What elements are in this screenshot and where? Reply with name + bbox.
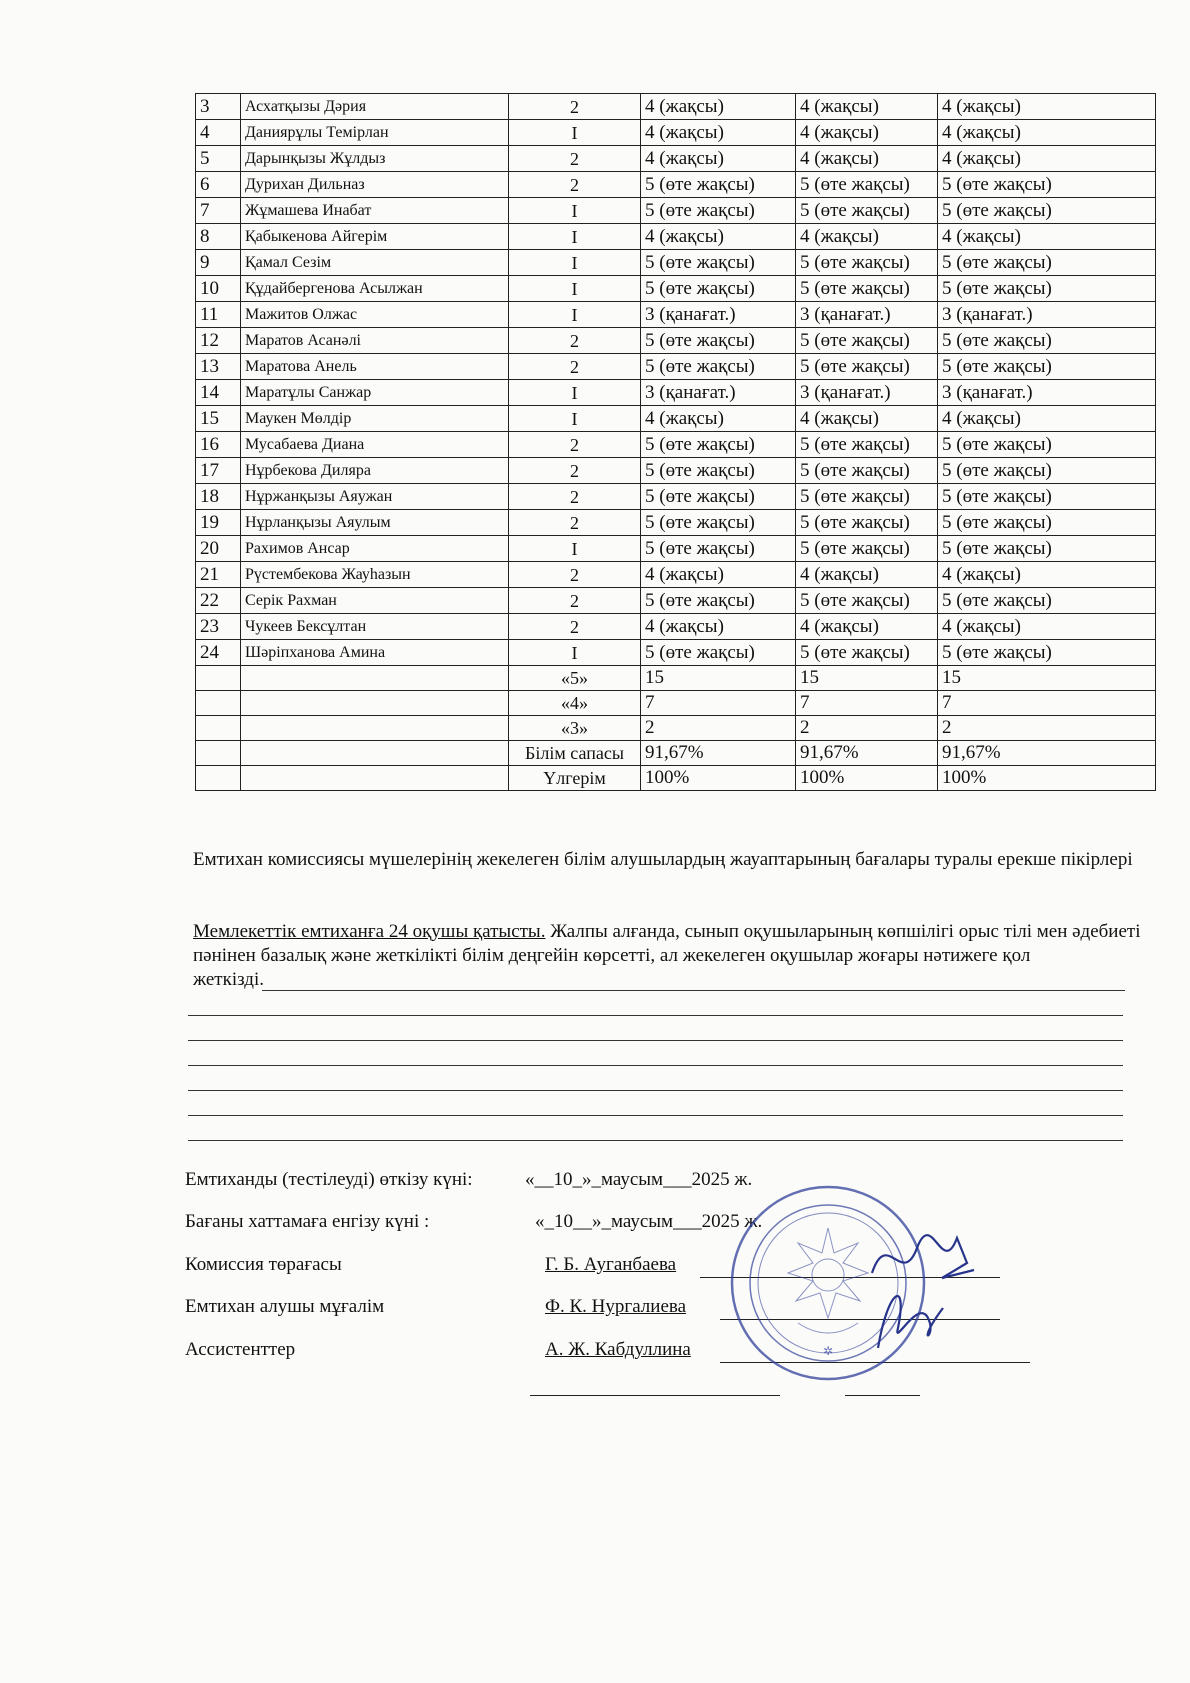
student-name: Рүстембекова Жауһазын [241,562,509,588]
table-row [196,354,1156,380]
comment-line [188,1040,1123,1041]
assistants-label: Ассистенттер [185,1339,296,1360]
grade-2: 4 (жақсы) [796,614,938,640]
student-name: Қамал Сезім [241,250,509,276]
grade-1: 4 (жақсы) [641,562,796,588]
grades-table [195,93,1156,791]
table-row [196,94,1156,120]
student-number: 9 [196,250,241,276]
chair-label: Комиссия төрағасы [185,1254,342,1275]
language-group: 2 [509,588,641,614]
grade-3: 5 (өте жақсы) [938,484,1156,510]
student-name: Нұржанқызы Аяужан [241,484,509,510]
student-name: Дарынқызы Жұлдыз [241,146,509,172]
table-row [196,536,1156,562]
exam-date-label: Емтиханды (тестілеуді) өткізу күні: [185,1169,473,1190]
empty-cell [241,691,509,716]
student-number: 5 [196,146,241,172]
student-name: Серік Рахман [241,588,509,614]
student-name: Мажитов Олжас [241,302,509,328]
student-number: 16 [196,432,241,458]
grade-1: 5 (өте жақсы) [641,354,796,380]
comments-heading: Емтихан комиссиясы мүшелерінің жекелеген білім алушылардың жауаптарының бағалары туралы ерекше пікірлері [193,849,1133,870]
language-group: 2 [509,94,641,120]
language-group: I [509,250,641,276]
summary-row [196,691,1156,716]
summary-row [196,741,1156,766]
student-name: Маратова Анель [241,354,509,380]
empty-cell [196,741,241,766]
comment-line [188,1140,1123,1141]
summary-value-2: 15 [796,666,938,691]
summary-value-3: 2 [938,716,1156,741]
student-number: 10 [196,276,241,302]
grade-1: 5 (өте жақсы) [641,198,796,224]
grade-3: 5 (өте жақсы) [938,588,1156,614]
summary-label: Білім сапасы [509,741,641,766]
summary-value-1: 15 [641,666,796,691]
summary-value-2: 100% [796,766,938,791]
table-row [196,614,1156,640]
language-group: I [509,120,641,146]
grade-3: 5 (өте жақсы) [938,432,1156,458]
grade-1: 5 (өте жақсы) [641,588,796,614]
table-row [196,484,1156,510]
table-row [196,510,1156,536]
grade-2: 5 (өте жақсы) [796,354,938,380]
student-number: 12 [196,328,241,354]
grade-2: 5 (өте жақсы) [796,510,938,536]
student-name: Нұрланқызы Аяулым [241,510,509,536]
table-row [196,198,1156,224]
exam-date-value: «__10_»_маусым___2025 ж. [525,1169,753,1190]
language-group: 2 [509,562,641,588]
grade-2: 5 (өте жақсы) [796,484,938,510]
comments-text [193,920,1153,992]
assistant-signature-line-3 [845,1395,920,1396]
summary-row [196,666,1156,691]
grade-2: 3 (қанағат.) [796,302,938,328]
language-group: 2 [509,614,641,640]
student-number: 8 [196,224,241,250]
svg-text:✲: ✲ [822,1344,834,1358]
results-sentence: Жалпы алғанда, сынып оқушыларының көпшілігі орыс тілі мен әдебиеті пәнінен базалық және жеткілікті білім деңгейін көрсетті, ал жекелеген оқушылар жоғары нәтижеге қол [193,921,1141,966]
grade-3: 3 (қанағат.) [938,302,1156,328]
grade-3: 5 (өте жақсы) [938,354,1156,380]
grade-2: 5 (өте жақсы) [796,536,938,562]
grade-2: 4 (жақсы) [796,406,938,432]
summary-label: «4» [509,691,641,716]
student-name: Даниярұлы Темірлан [241,120,509,146]
grade-3: 4 (жақсы) [938,614,1156,640]
language-group: I [509,380,641,406]
summary-value-1: 2 [641,716,796,741]
grade-2: 5 (өте жақсы) [796,198,938,224]
grade-2: 5 (өте жақсы) [796,432,938,458]
grade-3: 5 (өте жақсы) [938,640,1156,666]
grade-1: 5 (өте жақсы) [641,250,796,276]
table-row [196,302,1156,328]
student-number: 21 [196,562,241,588]
grade-2: 5 (өте жақсы) [796,250,938,276]
empty-cell [241,716,509,741]
table-row [196,120,1156,146]
student-name: Маратов Асанәлі [241,328,509,354]
summary-row [196,766,1156,791]
grade-1: 5 (өте жақсы) [641,276,796,302]
language-group: 2 [509,510,641,536]
summary-row [196,716,1156,741]
grade-2: 5 (өте жақсы) [796,172,938,198]
student-number: 6 [196,172,241,198]
grade-3: 4 (жақсы) [938,562,1156,588]
grade-2: 4 (жақсы) [796,94,938,120]
table-row [196,432,1156,458]
grade-1: 3 (қанағат.) [641,302,796,328]
entry-date-value: «_10__»_маусым___2025 ж. [535,1211,763,1232]
summary-value-3: 91,67% [938,741,1156,766]
grade-2: 5 (өте жақсы) [796,458,938,484]
language-group: 2 [509,354,641,380]
student-number: 22 [196,588,241,614]
summary-value-2: 91,67% [796,741,938,766]
grade-3: 5 (өте жақсы) [938,328,1156,354]
comment-line [188,1065,1123,1066]
language-group: I [509,302,641,328]
summary-label: Үлгерім [509,766,641,791]
empty-cell [196,691,241,716]
grade-3: 4 (жақсы) [938,406,1156,432]
student-number: 13 [196,354,241,380]
grade-1: 5 (өте жақсы) [641,510,796,536]
student-name: Рахимов Ансар [241,536,509,562]
empty-cell [196,716,241,741]
teacher-name: Ф. К. Нургалиева [545,1296,687,1317]
language-group: I [509,198,641,224]
comment-line [188,1115,1123,1116]
summary-value-3: 15 [938,666,1156,691]
table-row [196,562,1156,588]
grade-3: 4 (жақсы) [938,224,1156,250]
language-group: I [509,276,641,302]
teacher-label: Емтихан алушы мұғалім [185,1296,385,1317]
chair-name: Г. Б. Ауганбаева [545,1254,677,1275]
table-row [196,380,1156,406]
student-name: Маукен Мөлдір [241,406,509,432]
student-name: Дурихан Дильназ [241,172,509,198]
language-group: I [509,224,641,250]
student-number: 23 [196,614,241,640]
grade-3: 3 (қанағат.) [938,380,1156,406]
assistant-signature-line-2 [530,1395,780,1396]
student-number: 11 [196,302,241,328]
language-group: 2 [509,328,641,354]
grade-3: 5 (өте жақсы) [938,536,1156,562]
grade-2: 4 (жақсы) [796,120,938,146]
assistant-name: А. Ж. Кабдуллина [545,1339,691,1360]
student-number: 19 [196,510,241,536]
student-number: 18 [196,484,241,510]
grade-1: 4 (жақсы) [641,224,796,250]
grade-3: 5 (өте жақсы) [938,172,1156,198]
grade-2: 5 (өте жақсы) [796,588,938,614]
student-name: Қабыкенова Айгерім [241,224,509,250]
comment-underline [262,990,1125,991]
language-group: 2 [509,458,641,484]
student-name: Жұмашева Инабат [241,198,509,224]
student-name: Нұрбекова Диляра [241,458,509,484]
student-name: Мусабаева Диана [241,432,509,458]
language-group: 2 [509,484,641,510]
summary-value-1: 91,67% [641,741,796,766]
table-row [196,640,1156,666]
student-number: 20 [196,536,241,562]
summary-value-1: 7 [641,691,796,716]
student-name: Шәріпханова Амина [241,640,509,666]
grade-1: 4 (жақсы) [641,614,796,640]
student-number: 24 [196,640,241,666]
student-name: Асхатқызы Дәрия [241,94,509,120]
grade-1: 5 (өте жақсы) [641,458,796,484]
student-number: 3 [196,94,241,120]
comment-line [188,1090,1123,1091]
table-row [196,276,1156,302]
grade-1: 5 (өте жақсы) [641,536,796,562]
grade-1: 5 (өте жақсы) [641,432,796,458]
entry-date-label: Бағаны хаттамаға енгізу күні : [185,1211,430,1232]
grade-1: 4 (жақсы) [641,146,796,172]
grade-3: 5 (өте жақсы) [938,250,1156,276]
student-name: Құдайбергенова Асылжан [241,276,509,302]
student-name: Маратұлы Санжар [241,380,509,406]
student-number: 7 [196,198,241,224]
grade-3: 5 (өте жақсы) [938,458,1156,484]
student-name: Чукеев Бексұлтан [241,614,509,640]
table-row [196,458,1156,484]
table-row [196,146,1156,172]
student-number: 4 [196,120,241,146]
summary-value-2: 2 [796,716,938,741]
table-row [196,250,1156,276]
grade-1: 5 (өте жақсы) [641,172,796,198]
table-row [196,328,1156,354]
student-number: 14 [196,380,241,406]
summary-label: «5» [509,666,641,691]
language-group: I [509,406,641,432]
grade-3: 4 (жақсы) [938,94,1156,120]
grade-3: 5 (өте жақсы) [938,276,1156,302]
grade-1: 4 (жақсы) [641,406,796,432]
comment-line [188,1015,1123,1016]
table-row [196,224,1156,250]
grade-3: 4 (жақсы) [938,120,1156,146]
grade-1: 4 (жақсы) [641,94,796,120]
grade-1: 3 (қанағат.) [641,380,796,406]
participation-sentence: Мемлекеттік емтиханға 24 оқушы қатысты. [193,921,546,942]
grade-2: 5 (өте жақсы) [796,328,938,354]
grade-1: 5 (өте жақсы) [641,328,796,354]
grade-2: 4 (жақсы) [796,562,938,588]
summary-value-2: 7 [796,691,938,716]
grade-3: 4 (жақсы) [938,146,1156,172]
table-row [196,406,1156,432]
grade-1: 4 (жақсы) [641,120,796,146]
empty-cell [241,666,509,691]
table-row [196,172,1156,198]
grade-3: 5 (өте жақсы) [938,510,1156,536]
grade-2: 5 (өте жақсы) [796,276,938,302]
empty-cell [241,741,509,766]
summary-value-1: 100% [641,766,796,791]
student-number: 15 [196,406,241,432]
student-number: 17 [196,458,241,484]
teacher-signature [858,1268,958,1358]
language-group: 2 [509,146,641,172]
grades-table-body [196,94,1156,791]
language-group: I [509,536,641,562]
table-row [196,588,1156,614]
language-group: 2 [509,172,641,198]
grade-1: 5 (өте жақсы) [641,640,796,666]
empty-cell [241,766,509,791]
summary-label: «3» [509,716,641,741]
results-last-word: жеткізді. [193,969,264,990]
grade-1: 5 (өте жақсы) [641,484,796,510]
language-group: 2 [509,432,641,458]
grade-2: 4 (жақсы) [796,146,938,172]
summary-value-3: 7 [938,691,1156,716]
grade-2: 3 (қанағат.) [796,380,938,406]
summary-value-3: 100% [938,766,1156,791]
grade-2: 4 (жақсы) [796,224,938,250]
empty-cell [196,666,241,691]
grade-3: 5 (өте жақсы) [938,198,1156,224]
grade-2: 5 (өте жақсы) [796,640,938,666]
language-group: I [509,640,641,666]
empty-cell [196,766,241,791]
